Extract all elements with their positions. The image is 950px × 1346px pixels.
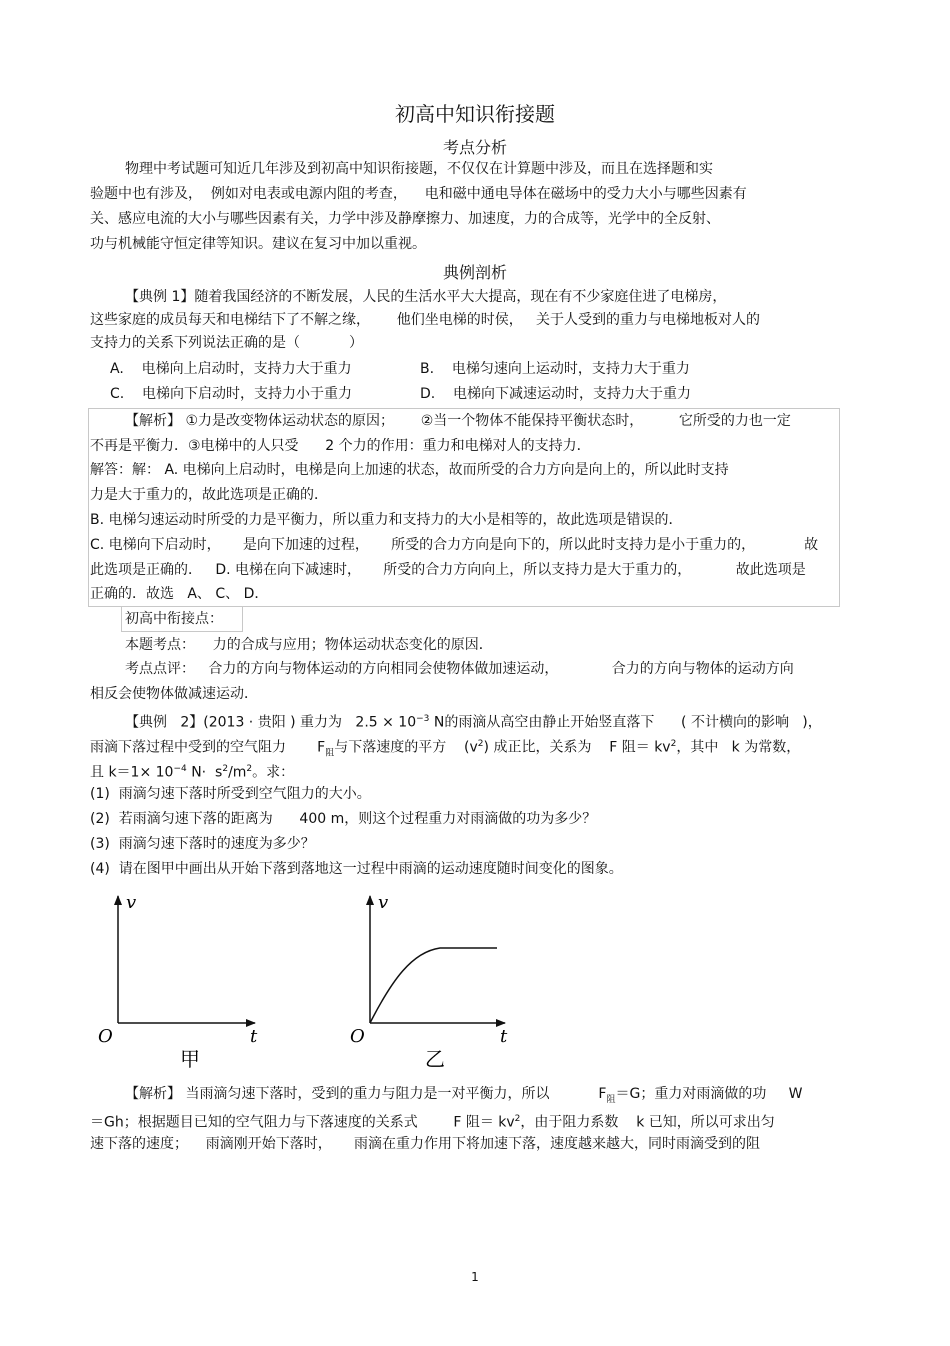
example1-line: 支持力的关系下列说法正确的是（ ） [90,335,363,351]
example1-line: 【典例 1】随着我国经济的不断发展，人民的生活水平大大提高，现在有不少家庭住进了电梯房， [125,289,727,305]
example2-line: 【典例 2】(2013 · 贵阳 ) 重力为 $2.5 \times 10^{-3}$ N的雨滴从高空由静止开始竖直落下 ( 不计横向的影响 )， [125,714,822,731]
example1-line: 这些家庭的成员每天和电梯结下了不解之缘， 他们坐电梯的时侯， 关于人受到的重力与电梯地板对人的 [90,312,761,328]
page-number: 1 [471,1270,479,1284]
example2-line: 且 $k=1\times 10^{-4}$ $N\cdot s^2/m^2$。求： [90,764,295,781]
analysis-line: 力是大于重力的，故此选项是正确的． [90,487,328,503]
velocity-time-graphs [0,880,950,1080]
example2-line: 雨滴下落过程中受到的空气阻力 $F_阻$与下落速度的平方 $(v^2)$ 成正比，关系为 F 阻＝ $kv^2$，其中 k 为常数， [90,739,801,759]
page-title: 初高中知识衔接题 [395,102,555,126]
graph-right-velocity-curve [370,948,497,1023]
comment-line: 考点点评： 合力的方向与物体运动的方向相同会使物体做加速运动， 合力的方向与物体的运动方向 [125,661,794,677]
graph-left-caption: 甲 [180,1047,200,1071]
question-line: (4) 请在图甲中画出从开始下落到落地这一过程中雨滴的运动速度随时间变化的图象。 [90,861,623,877]
analysis-line: 【解析】 ①力是改变物体运动状态的原因； ②当一个物体不能保持平衡状态时， 它所受的力也一定 [125,413,791,429]
graph-left-x-label: t [250,1026,258,1047]
graph-left-y-label: v [126,892,137,913]
analysis-line: 解答：解： A. 电梯向上启动时，电梯是向上加速的状态，故而所受的合力方向是向上的，所以此时支持 [90,462,729,478]
option-c: C. 电梯向下启动时，支持力小于重力 [110,386,353,402]
option-b: B. 电梯匀速向上运动时，支持力大于重力 [420,361,690,377]
analysis-line: 此选项是正确的． D. 电梯在向下减速时， 所受的合力方向向上，所以支持力是大于重力的， 故此选项是 [90,562,806,578]
question-line: (1) 雨滴匀速下落时所受到空气阻力的大小。 [90,786,371,802]
analysis-line: B. 电梯匀速运动时所受的力是平衡力，所以重力和支持力的大小是相等的，故此选项是错误的． [90,512,683,528]
solution-line: 【解析】 当雨滴匀速下落时，受到的重力与阻力是一对平衡力，所以 $F_阻=G$；重力对雨滴做的功 W [125,1086,803,1105]
intro-line: 验题中也有涉及， 例如对电表或电源内阻的考查， 电和磁中通电导体在磁场中的受力大小与哪些因素有 [90,186,747,202]
section-heading-examples: 典例剖析 [442,263,507,282]
solution-line: ＝Gh；根据题目已知的空气阻力与下落速度的关系式 F 阻＝ $kv^2$，由于阻力系数 k 已知，所以可求出匀 [90,1114,775,1131]
option-a: A. 电梯向上启动时，支持力大于重力 [110,361,352,377]
analysis-line: C. 电梯向下启动时， 是向下加速的过程， 所受的合力方向是向下的，所以此时支持力是小于重力的， 故 [90,537,819,553]
graph-right-caption: 乙 [425,1047,445,1071]
option-d: D. 电梯向下减速运动时，支持力大于重力 [420,386,692,402]
intro-line: 关、感应电流的大小与哪些因素有关，力学中涉及静摩擦力、加速度，力的合成等，光学中的全反射、 [90,211,720,227]
intro-line: 功与机械能守恒定律等知识。建议在复习中加以重视。 [90,236,426,252]
intro-line: 物理中考试题可知近几年涉及到初高中知识衔接题，不仅仅在计算题中涉及，而且在选择题和实 [125,161,713,177]
solution-line: 速下落的速度； 雨滴刚开始下落时， 雨滴在重力作用下将加速下落，速度越来越大，同时雨滴受到的阻 [90,1136,761,1152]
comment-line: 相反会使物体做减速运动． [90,686,258,702]
question-line: (3) 雨滴匀速下落时的速度为多少？ [90,836,315,852]
analysis-line: 不再是平衡力．③电梯中的人只受 2 个力的作用：重力和电梯对人的支持力． [90,438,591,454]
section-heading-analysis: 考点分析 [442,138,507,157]
graph-right-x-label: t [500,1026,508,1047]
link-label: 初高中衔接点： [125,611,223,627]
graph-left-origin: O [98,1026,113,1047]
kaodian-line: 本题考点： 力的合成与应用；物体运动状态变化的原因． [125,637,493,653]
graph-right-origin: O [350,1026,365,1047]
graph-right-y-label: v [378,892,389,913]
analysis-line: 正确的．故选 A、 C、 D． [90,586,269,602]
question-line: (2) 若雨滴匀速下落的距离为 400 m，则这个过程重力对雨滴做的功为多少？ [90,811,597,827]
